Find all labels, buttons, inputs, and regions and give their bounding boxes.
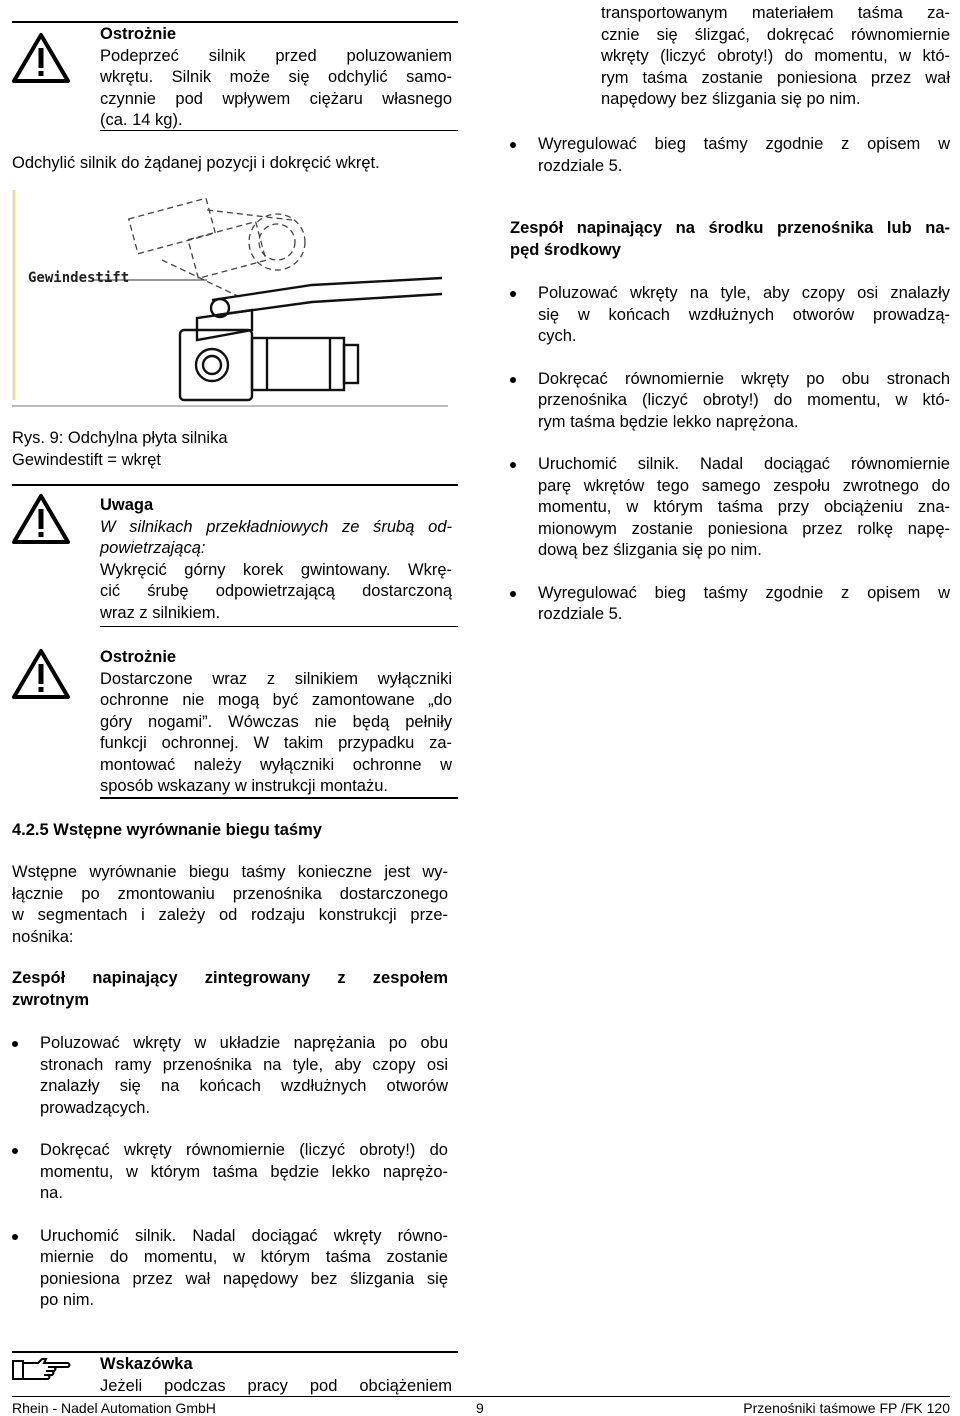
caution-text-line: góry nogami”. Wówczas nie będą pełniły <box>100 712 452 731</box>
text-line: cznie się ślizgać, dokręcać równomiernie <box>601 25 950 44</box>
caution-text-line: czynnie pod wpływem ciężaru własnego <box>100 89 452 108</box>
caution-text-line: sposób wskazany w instrukcji montażu. <box>100 777 388 795</box>
text-line: wkręty (liczyć obroty!) do momentu, w któ- <box>601 47 950 65</box>
uwaga-text-line: wraz z silnikiem. <box>100 603 221 622</box>
subheading <box>12 968 448 1011</box>
caution-title: Ostrożnie <box>100 25 177 43</box>
rule-bottom-caution2 <box>100 797 458 799</box>
hint-note <box>100 1354 452 1397</box>
paragraph-line: łącznie po zmontowaniu przenośnika dostarczonego <box>12 884 448 903</box>
rule-top-caution1 <box>12 21 458 23</box>
section-paragraph <box>12 862 448 948</box>
rule-bottom-uwaga <box>100 626 458 627</box>
subheading-line: Zespół napinający zintegrowany z zespołem <box>12 969 448 987</box>
text-line: rym taśma zostanie poniesiona przez wał <box>601 68 950 87</box>
uwaga-title: Uwaga <box>100 496 154 514</box>
caution-text-line: funkcji ochronnej. W takim przypadku za- <box>100 734 452 752</box>
list-item: Uruchomić silnik. Nadal dociągać równomiernie parę wkrętów tego samego zespołu zwrotnego do momentu, w którym taśma przy obciążeniu zna- mionowym zostanie poniesiona przez rolkę napę- dową bez ślizgania się po nim. <box>510 454 950 562</box>
rule-top-hint <box>12 1351 458 1353</box>
list-item: Poluzować wkręty na tyle, aby czopy osi znalazły się w końcach wzdłużnych otworów prowadzą- cych. <box>510 283 950 348</box>
rule-bottom-caution1 <box>100 130 458 131</box>
pointing-hand-icon <box>12 1357 72 1383</box>
warning-triangle-icon <box>12 32 70 84</box>
uwaga-text-line: W silnikach przekładniowych ze śrubą od- <box>100 517 452 536</box>
uwaga-text-line: powietrzającą: <box>100 539 206 557</box>
footer-product: Przenośniki taśmowe FP /FK 120 <box>743 1400 950 1416</box>
list-item: Wyregulować bieg taśmy zgodnie z opisem w rozdziale 5. <box>510 583 950 626</box>
caution-text-line: montować należy wyłączniki ochronne w <box>100 755 452 774</box>
caution-text-line: wkrętu. Silnik może się odchylić samo- <box>100 68 452 86</box>
hint-text-line: Jeżeli podczas pracy pod obciążeniem <box>100 1376 452 1395</box>
caution-text-line: Dostarczone wraz z silnikiem wyłączniki <box>100 669 452 688</box>
caution-note-2 <box>100 647 452 798</box>
right-bullet-list <box>510 283 950 647</box>
warning-triangle-icon <box>12 648 70 700</box>
section-heading: 4.2.5 Wstępne wyrównanie biegu taśmy <box>12 821 322 839</box>
footer-company: Rhein - Nadel Automation GmbH <box>12 1400 216 1416</box>
caption-line: Gewindestift = wkręt <box>12 450 162 469</box>
figure-motor-plate <box>12 190 448 408</box>
heading-line: Zespół napinający na środku przenośnika lub na- <box>510 219 950 237</box>
paragraph-line: w segmentach i zależy od rodzaju konstrukcji prze- <box>12 906 448 924</box>
heading-line: pęd środkowy <box>510 240 621 259</box>
left-bullet-list <box>12 1033 448 1333</box>
caution-note-1 <box>100 24 452 132</box>
list-item: Poluzować wkręty w układzie naprężania po obu stronach ramy przenośnika na tyle, aby czopy osi znalazły się na końcach wzdłużnych otworów prowadzących. <box>12 1033 448 1119</box>
uwaga-note <box>100 495 452 624</box>
figure-caption <box>12 428 452 471</box>
figure-label: Gewindestift <box>28 270 130 286</box>
motor-plate-drawing <box>12 190 448 408</box>
caution-title: Ostrożnie <box>100 648 177 666</box>
caution-text-line: ochronne nie mogą być zamontowane „do <box>100 691 452 709</box>
text-line: transportowanym materiałem taśma za- <box>601 4 950 22</box>
list-item: Dokręcać równomiernie wkręty po obu stronach przenośnika (liczyć obroty!) do momentu, w któ- rym taśma będzie lekko naprężona. <box>510 369 950 434</box>
footer-page-number: 9 <box>476 1400 484 1416</box>
instruction-text: Odchylić silnik do żądanej pozycji i dokręcić wkręt. <box>12 154 380 172</box>
continued-text <box>510 3 950 111</box>
text-line: napędowy bez ślizgania się po nim. <box>601 90 861 108</box>
paragraph-line: Wstępne wyrównanie biegu taśmy konieczne jest wy- <box>12 863 448 881</box>
caution-text-line: Podeprzeć silnik przed poluzowaniem <box>100 46 452 65</box>
list-item: Wyregulować bieg taśmy zgodnie z opisem w rozdziale 5. <box>510 134 950 177</box>
subheading-line: zwrotnym <box>12 990 90 1009</box>
list-item: Uruchomić silnik. Nadal dociągać wkręty równo- miernie do momentu, w którym taśma zostanie poniesiona przez wał napędowy bez ślizgania się po nim. <box>12 1226 448 1312</box>
hint-title: Wskazówka <box>100 1355 193 1373</box>
list-item: Dokręcać wkręty równomiernie (liczyć obroty!) do momentu, w którym taśma będzie lekko naprężo- na. <box>12 1140 448 1205</box>
rule-top-uwaga <box>12 484 458 486</box>
right-heading <box>510 218 950 261</box>
uwaga-text-line: Wykręcić górny korek gwintowany. Wkrę- <box>100 560 452 579</box>
warning-triangle-icon <box>12 493 70 545</box>
uwaga-text-line: cić śrubę odpowietrzającą dostarczoną <box>100 582 452 600</box>
rule-footer <box>12 1396 950 1397</box>
right-top-bullet-list <box>510 134 950 198</box>
caution-text-line: (ca. 14 kg). <box>100 111 183 129</box>
caption-line: Rys. 9: Odchylna płyta silnika <box>12 429 228 447</box>
paragraph-line: nośnika: <box>12 927 74 946</box>
